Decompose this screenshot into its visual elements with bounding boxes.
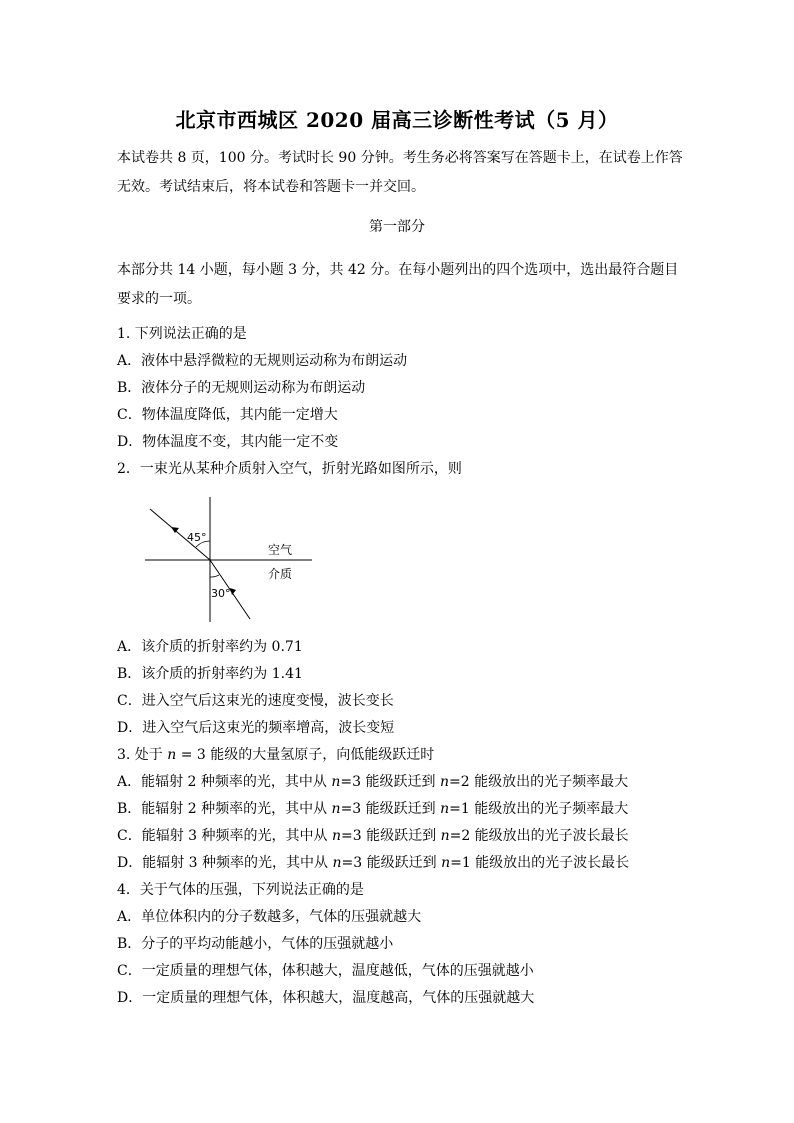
option-n: n	[331, 774, 341, 790]
question-4-option-d: D．一定质量的理想气体，体积越大，温度越高，气体的压强就越大	[117, 990, 535, 1006]
option-text: A．能辐射 2 种频率的光，其中从	[117, 774, 332, 790]
section-title: 第一部分	[369, 219, 425, 235]
question-1-option-b: B．液体分子的无规则运动称为布朗运动	[117, 380, 366, 396]
medium-label: 介质	[268, 567, 293, 581]
option-text: =3 能级跃迁到	[341, 855, 442, 871]
angle-arc-medium	[210, 575, 219, 577]
question-2-option-c: C．进入空气后这束光的速度变慢，波长变长	[117, 693, 394, 709]
question-3-stem-text-2: = 3 能级的大量氢原子，向低能级跃迁时	[176, 747, 435, 763]
question-3-stem-n: n	[167, 747, 177, 763]
question-3-stem-text: 3. 处于	[117, 747, 168, 763]
question-1-option-c: C．物体温度降低，其内能一定增大	[117, 407, 338, 423]
option-text: =3 能级跃迁到	[340, 774, 440, 790]
option-n: n	[439, 774, 449, 790]
question-3-option-d	[117, 850, 717, 877]
question-1	[117, 321, 717, 456]
angle-label-medium: 30°	[211, 587, 231, 600]
option-text: B．能辐射 2 种频率的光，其中从	[117, 801, 332, 817]
refraction-diagram-svg	[140, 497, 320, 627]
question-2-options	[117, 634, 717, 742]
question-1-option-d: D．物体温度不变，其内能一定不变	[117, 434, 339, 450]
question-3-option-a	[117, 769, 717, 796]
option-text: =3 能级跃迁到	[340, 801, 441, 817]
question-2-option-d: D．进入空气后这束光的频率增高，波长变短	[117, 720, 395, 736]
option-text: D．能辐射 3 种频率的光，其中从	[117, 855, 333, 871]
section-instructions: 本部分共 14 小题，每小题 3 分，共 42 分。在每小题列出的四个选项中，选出最符合题目要求的一项。	[117, 262, 679, 307]
option-n: n	[331, 801, 341, 817]
exam-title: 北京市西城区 2020 届高三诊断性考试（5 月）	[175, 108, 619, 132]
option-text: =2 能级放出的光子频率最大	[448, 774, 629, 790]
question-1-option-a: A．液体中悬浮微粒的无规则运动称为布朗运动	[117, 353, 408, 369]
question-2	[117, 456, 717, 483]
exam-intro: 本试卷共 8 页，100 分。考试时长 90 分钟。考生务必将答案写在答题卡上，在试卷上作答无效。考试结束后，将本试卷和答题卡一并交回。	[117, 150, 683, 195]
question-2-option-b: B．该介质的折射率约为 1.41	[117, 666, 303, 682]
option-n: n	[331, 828, 342, 844]
option-text: =2 能级放出的光子波长最长	[449, 828, 629, 844]
option-n: n	[332, 855, 342, 871]
question-4-stem: 4．关于气体的压强，下列说法正确的是	[117, 882, 364, 898]
option-text: =3 能级跃迁到	[341, 828, 441, 844]
question-1-stem: 1. 下列说法正确的是	[117, 326, 247, 342]
question-4	[117, 877, 717, 1012]
question-2-stem: 2．一束光从某种介质射入空气，折射光路如图所示，则	[117, 461, 462, 477]
option-n: n	[440, 828, 450, 844]
question-4-option-b: B．分子的平均动能越小，气体的压强就越小	[117, 936, 394, 952]
question-3-stem	[117, 742, 717, 769]
option-text: C．能辐射 3 种频率的光，其中从	[117, 828, 332, 844]
question-3-option-b	[117, 796, 717, 823]
angle-label-air: 45°	[187, 531, 207, 544]
air-label: 空气	[268, 543, 293, 557]
option-text: =1 能级放出的光子频率最大	[449, 801, 629, 817]
option-text: =1 能级放出的光子波长最长	[450, 855, 630, 871]
option-n: n	[440, 801, 450, 817]
refraction-diagram	[140, 497, 320, 627]
option-n: n	[441, 855, 451, 871]
question-4-option-c: C．一定质量的理想气体，体积越大，温度越低，气体的压强就越小	[117, 963, 534, 979]
question-3	[117, 742, 717, 877]
question-4-option-a: A．单位体积内的分子数越多，气体的压强就越大	[117, 909, 422, 925]
question-3-option-c	[117, 823, 717, 850]
question-2-option-a: A．该介质的折射率约为 0.71	[117, 639, 303, 655]
